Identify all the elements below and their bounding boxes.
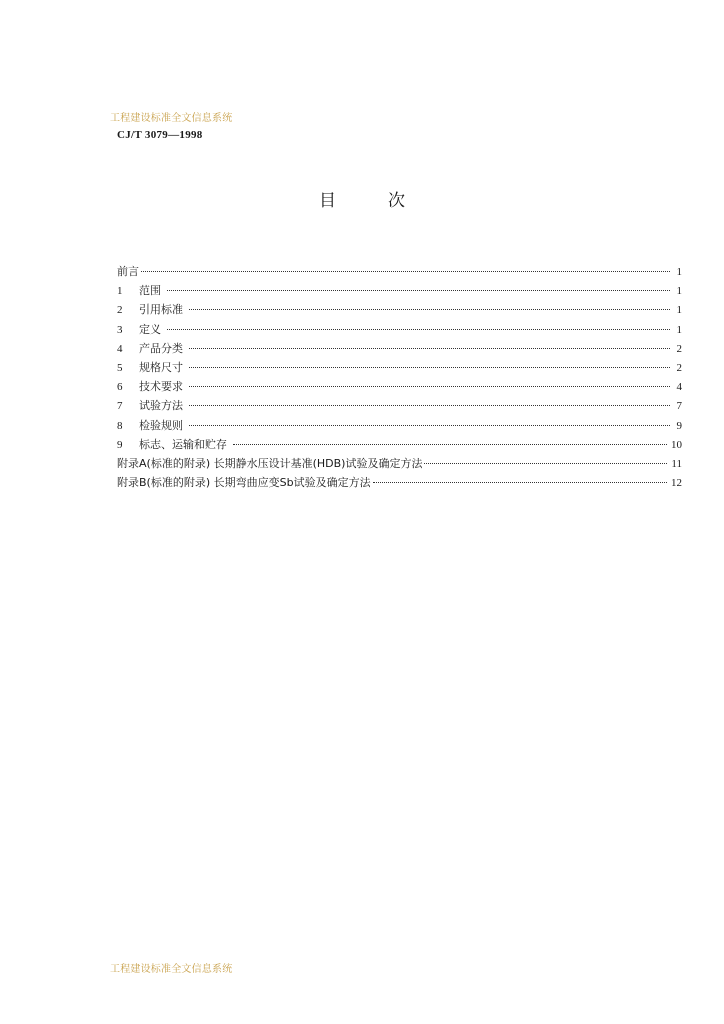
toc-label: 前言: [117, 265, 139, 278]
title-char-1: 目: [319, 191, 336, 211]
leader-dots: [141, 271, 670, 272]
toc-page-number: 11: [671, 457, 682, 470]
toc-entry-classification[interactable]: [117, 339, 682, 358]
leader-dots: [233, 444, 667, 445]
toc-page-number: 7: [676, 400, 682, 413]
watermark-top: 工程建设标准全文信息系统: [110, 113, 233, 124]
toc-section-number: 6: [117, 381, 123, 394]
leader-dots: [189, 405, 670, 406]
leader-dots: [167, 329, 670, 330]
leader-dots: [167, 290, 670, 291]
toc-section-number: 3: [117, 323, 123, 336]
toc-page-number: 2: [676, 342, 682, 355]
toc-page-number: 10: [671, 438, 682, 451]
toc-page-number: 1: [676, 285, 682, 298]
page-title: [0, 186, 724, 211]
toc-entry-scope[interactable]: [117, 281, 682, 300]
toc-section-number: 2: [117, 304, 123, 317]
toc-entry-marking-transport-storage[interactable]: [117, 435, 682, 454]
toc-section-number: 5: [117, 361, 123, 374]
toc-entry-definitions[interactable]: [117, 320, 682, 339]
toc-label: 规格尺寸: [139, 360, 183, 374]
toc-label: 定义: [139, 322, 161, 336]
toc-section-number: 8: [117, 419, 123, 432]
toc-label: 附录B(标准的附录) 长期弯曲应变Sb试验及确定方法: [117, 476, 371, 490]
toc-entry-appendix-b[interactable]: [117, 473, 682, 492]
toc-label: 试验方法: [139, 399, 183, 413]
toc-entry-dimensions[interactable]: [117, 358, 682, 377]
toc-entry-inspection-rules[interactable]: [117, 416, 682, 435]
toc-label: 引用标准: [139, 303, 183, 317]
toc-label: 产品分类: [139, 341, 183, 355]
toc-entry-appendix-a[interactable]: [117, 454, 682, 473]
toc-label: 检验规则: [139, 418, 183, 432]
toc-entry-references[interactable]: [117, 300, 682, 319]
toc-page-number: 1: [676, 266, 682, 278]
toc-label: 附录A(标准的附录) 长期静水压设计基准(HDB)试验及确定方法: [117, 456, 423, 470]
table-of-contents: [117, 262, 682, 492]
toc-page-number: 1: [676, 304, 682, 317]
watermark-bottom: 工程建设标准全文信息系统: [110, 964, 233, 975]
leader-dots: [189, 386, 670, 387]
standard-code: CJ/T 3079—1998: [117, 129, 203, 141]
title-char-2: 次: [388, 191, 405, 211]
toc-page-number: 2: [676, 361, 682, 374]
leader-dots: [189, 367, 670, 368]
toc-label: 标志、运输和贮存: [139, 437, 227, 451]
leader-dots: [373, 482, 667, 483]
toc-entry-preface[interactable]: [117, 262, 682, 281]
toc-page-number: 12: [671, 477, 682, 490]
leader-dots: [424, 463, 667, 464]
toc-label: 范围: [139, 284, 161, 298]
toc-entry-requirements[interactable]: [117, 377, 682, 396]
toc-section-number: 7: [117, 400, 123, 413]
toc-entry-test-methods[interactable]: [117, 396, 682, 415]
toc-section-number: 9: [117, 438, 123, 451]
toc-section-number: 4: [117, 342, 123, 355]
leader-dots: [189, 348, 670, 349]
leader-dots: [189, 425, 670, 426]
toc-page-number: 1: [676, 323, 682, 336]
toc-page-number: 4: [676, 381, 682, 394]
toc-page-number: 9: [676, 419, 682, 432]
leader-dots: [189, 309, 670, 310]
toc-label: 技术要求: [139, 380, 183, 394]
toc-section-number: 1: [117, 285, 123, 298]
